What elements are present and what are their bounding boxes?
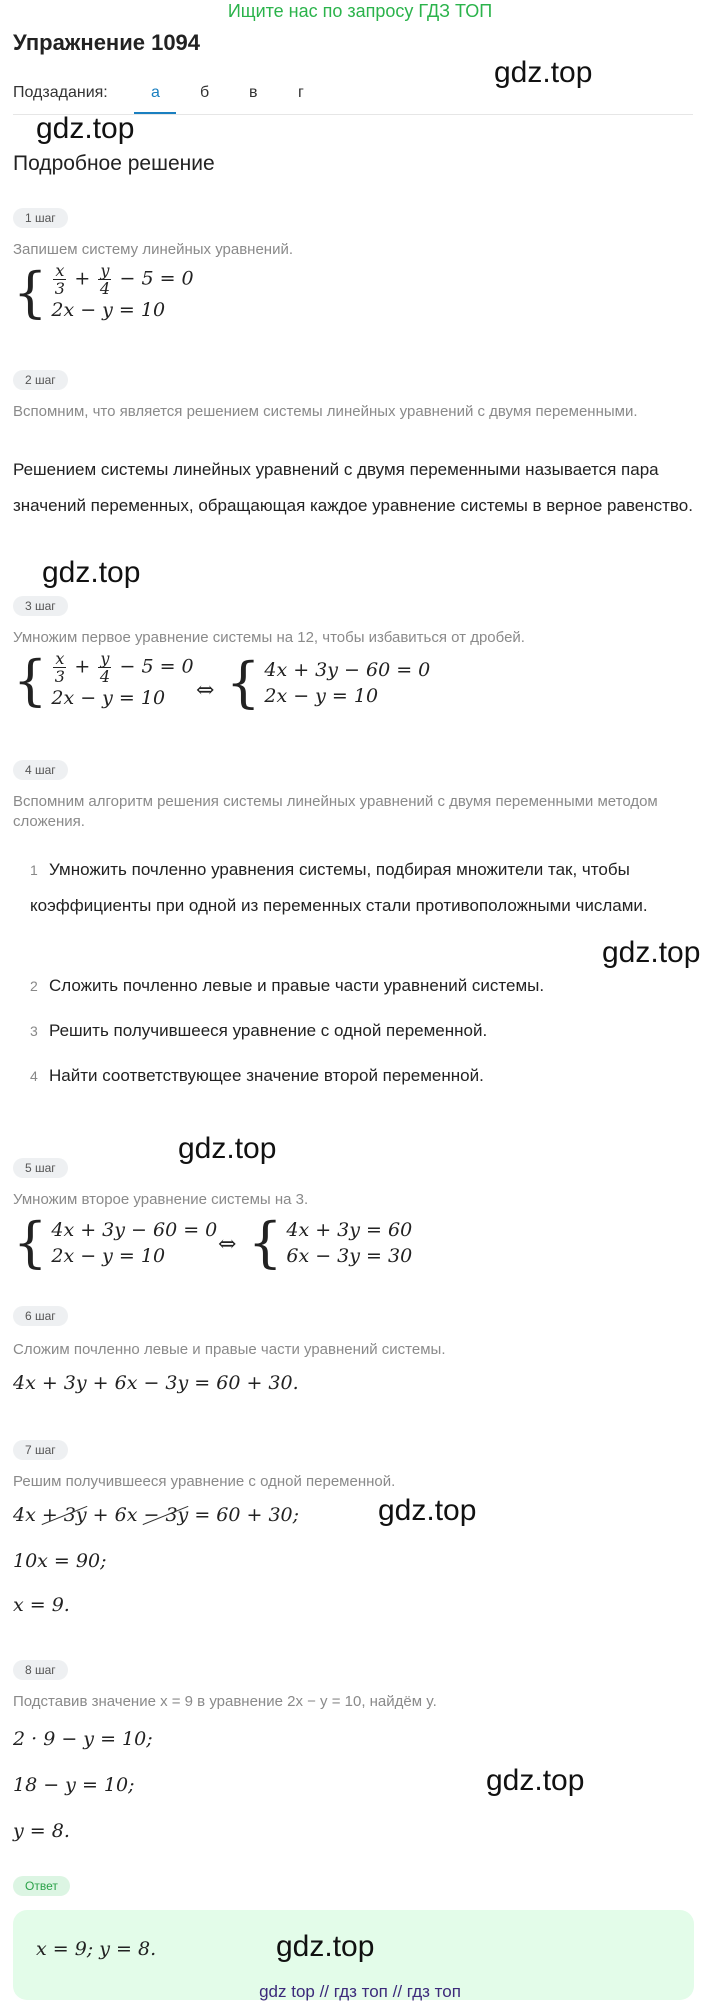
step-badge: 8 шаг	[13, 1660, 68, 1680]
page-title: Упражнение 1094	[13, 30, 201, 55]
step-hint: Вспомним алгоритм решения системы линейных уравнений с двумя переменными методом сложения.	[13, 793, 658, 830]
step-hint: Умножим первое уравнение системы на 12, чтобы избавиться от дробей.	[13, 629, 525, 646]
watermark: gdz.top	[378, 1494, 477, 1527]
top-banner[interactable]: Ищите нас по запросу ГДЗ ТОП	[227, 1, 493, 21]
watermark: gdz.top	[486, 1764, 585, 1797]
tab-a[interactable]: а	[151, 84, 160, 101]
step-badge: 4 шаг	[13, 760, 68, 780]
equivalence-sign: ⇔	[218, 1232, 237, 1257]
watermark: gdz.top	[178, 1132, 277, 1165]
step-badge: 7 шаг	[13, 1440, 68, 1460]
tab-v[interactable]: в	[249, 84, 258, 101]
equation: x = 9.	[13, 1594, 70, 1616]
step-badge: 2 шаг	[13, 370, 68, 390]
equation-system: { 4x + 3y − 60 = 0 2x − y = 10	[13, 1211, 218, 1274]
watermark: gdz.top	[36, 112, 135, 145]
step-badge: 6 шаг	[13, 1306, 68, 1326]
step-hint: Решим получившееся уравнение с одной переменной.	[13, 1473, 396, 1490]
active-tab-indicator	[134, 112, 176, 114]
watermark: gdz.top	[602, 936, 701, 969]
equation: 4x + 3y + 6x − 3y = 60 + 30.	[13, 1372, 299, 1394]
subtasks-label: Подзадания:	[13, 84, 108, 101]
list-item: 2 Сложить почленно левые и правые части уравнений системы.	[30, 976, 545, 995]
answer-badge: Ответ	[13, 1876, 70, 1896]
step-hint: Сложим почленно левые и правые части уравнений системы.	[13, 1341, 446, 1358]
equation-system: { 4x + 3y = 60 6x − 3y = 30	[248, 1211, 413, 1274]
equation: y = 8.	[13, 1820, 70, 1842]
tab-b[interactable]: б	[200, 84, 210, 101]
definition-text: Решением системы линейных уравнений с двумя переменными называется пара значений переменных, обращающая каждое уравнение системы в верное равенство.	[13, 460, 693, 515]
step-badge: 5 шаг	[13, 1158, 68, 1178]
equation: 10x = 90;	[13, 1550, 107, 1572]
equation-system: { $\frac{x}{3}$ + $\frac{y}{4}$ − 5 = 0 2x − y = 10	[13, 260, 194, 324]
equation-with-cancellation: 4x + 3y + 6x − 3y = 60 + 30;	[13, 1504, 300, 1526]
footer-links[interactable]: gdz top // гдз топ // гдз топ	[259, 1982, 461, 2001]
list-item: 4 Найти соответствующее значение второй переменной.	[30, 1066, 484, 1085]
step-hint: Запишем систему линейных уравнений.	[13, 241, 294, 258]
step-hint: Подставив значение x = 9 в уравнение 2x − y = 10, найдём y.	[13, 1693, 437, 1710]
equation: 2 · 9 − y = 10;	[13, 1728, 153, 1750]
list-item: 1 Умножить почленно уравнения системы, подбирая множители так, чтобы коэффициенты при одной из переменных стали противоположными числами.	[30, 860, 648, 915]
step-badge: 3 шаг	[13, 596, 68, 616]
step-hint: Вспомним, что является решением системы линейных уравнений с двумя переменными.	[13, 403, 638, 420]
equivalence-sign: ⇔	[196, 678, 215, 703]
equation-system: { $\frac{x}{3}$ + $\frac{y}{4}$ − 5 = 0 2x − y = 10	[13, 648, 194, 712]
list-item: 3 Решить получившееся уравнение с одной переменной.	[30, 1021, 488, 1040]
tab-g[interactable]: г	[298, 84, 304, 101]
equation: 18 − y = 10;	[13, 1774, 135, 1796]
watermark: gdz.top	[42, 556, 141, 589]
answer-value: x = 9; y = 8.	[36, 1938, 157, 1960]
watermark: gdz.top	[494, 56, 593, 89]
section-title: Подробное решение	[13, 152, 215, 175]
step-badge: 1 шаг	[13, 208, 68, 228]
step-hint: Умножим второе уравнение системы на 3.	[13, 1191, 309, 1208]
watermark: gdz.top	[276, 1930, 375, 1963]
equation-system: { 4x + 3y − 60 = 0 2x − y = 10	[226, 651, 431, 714]
